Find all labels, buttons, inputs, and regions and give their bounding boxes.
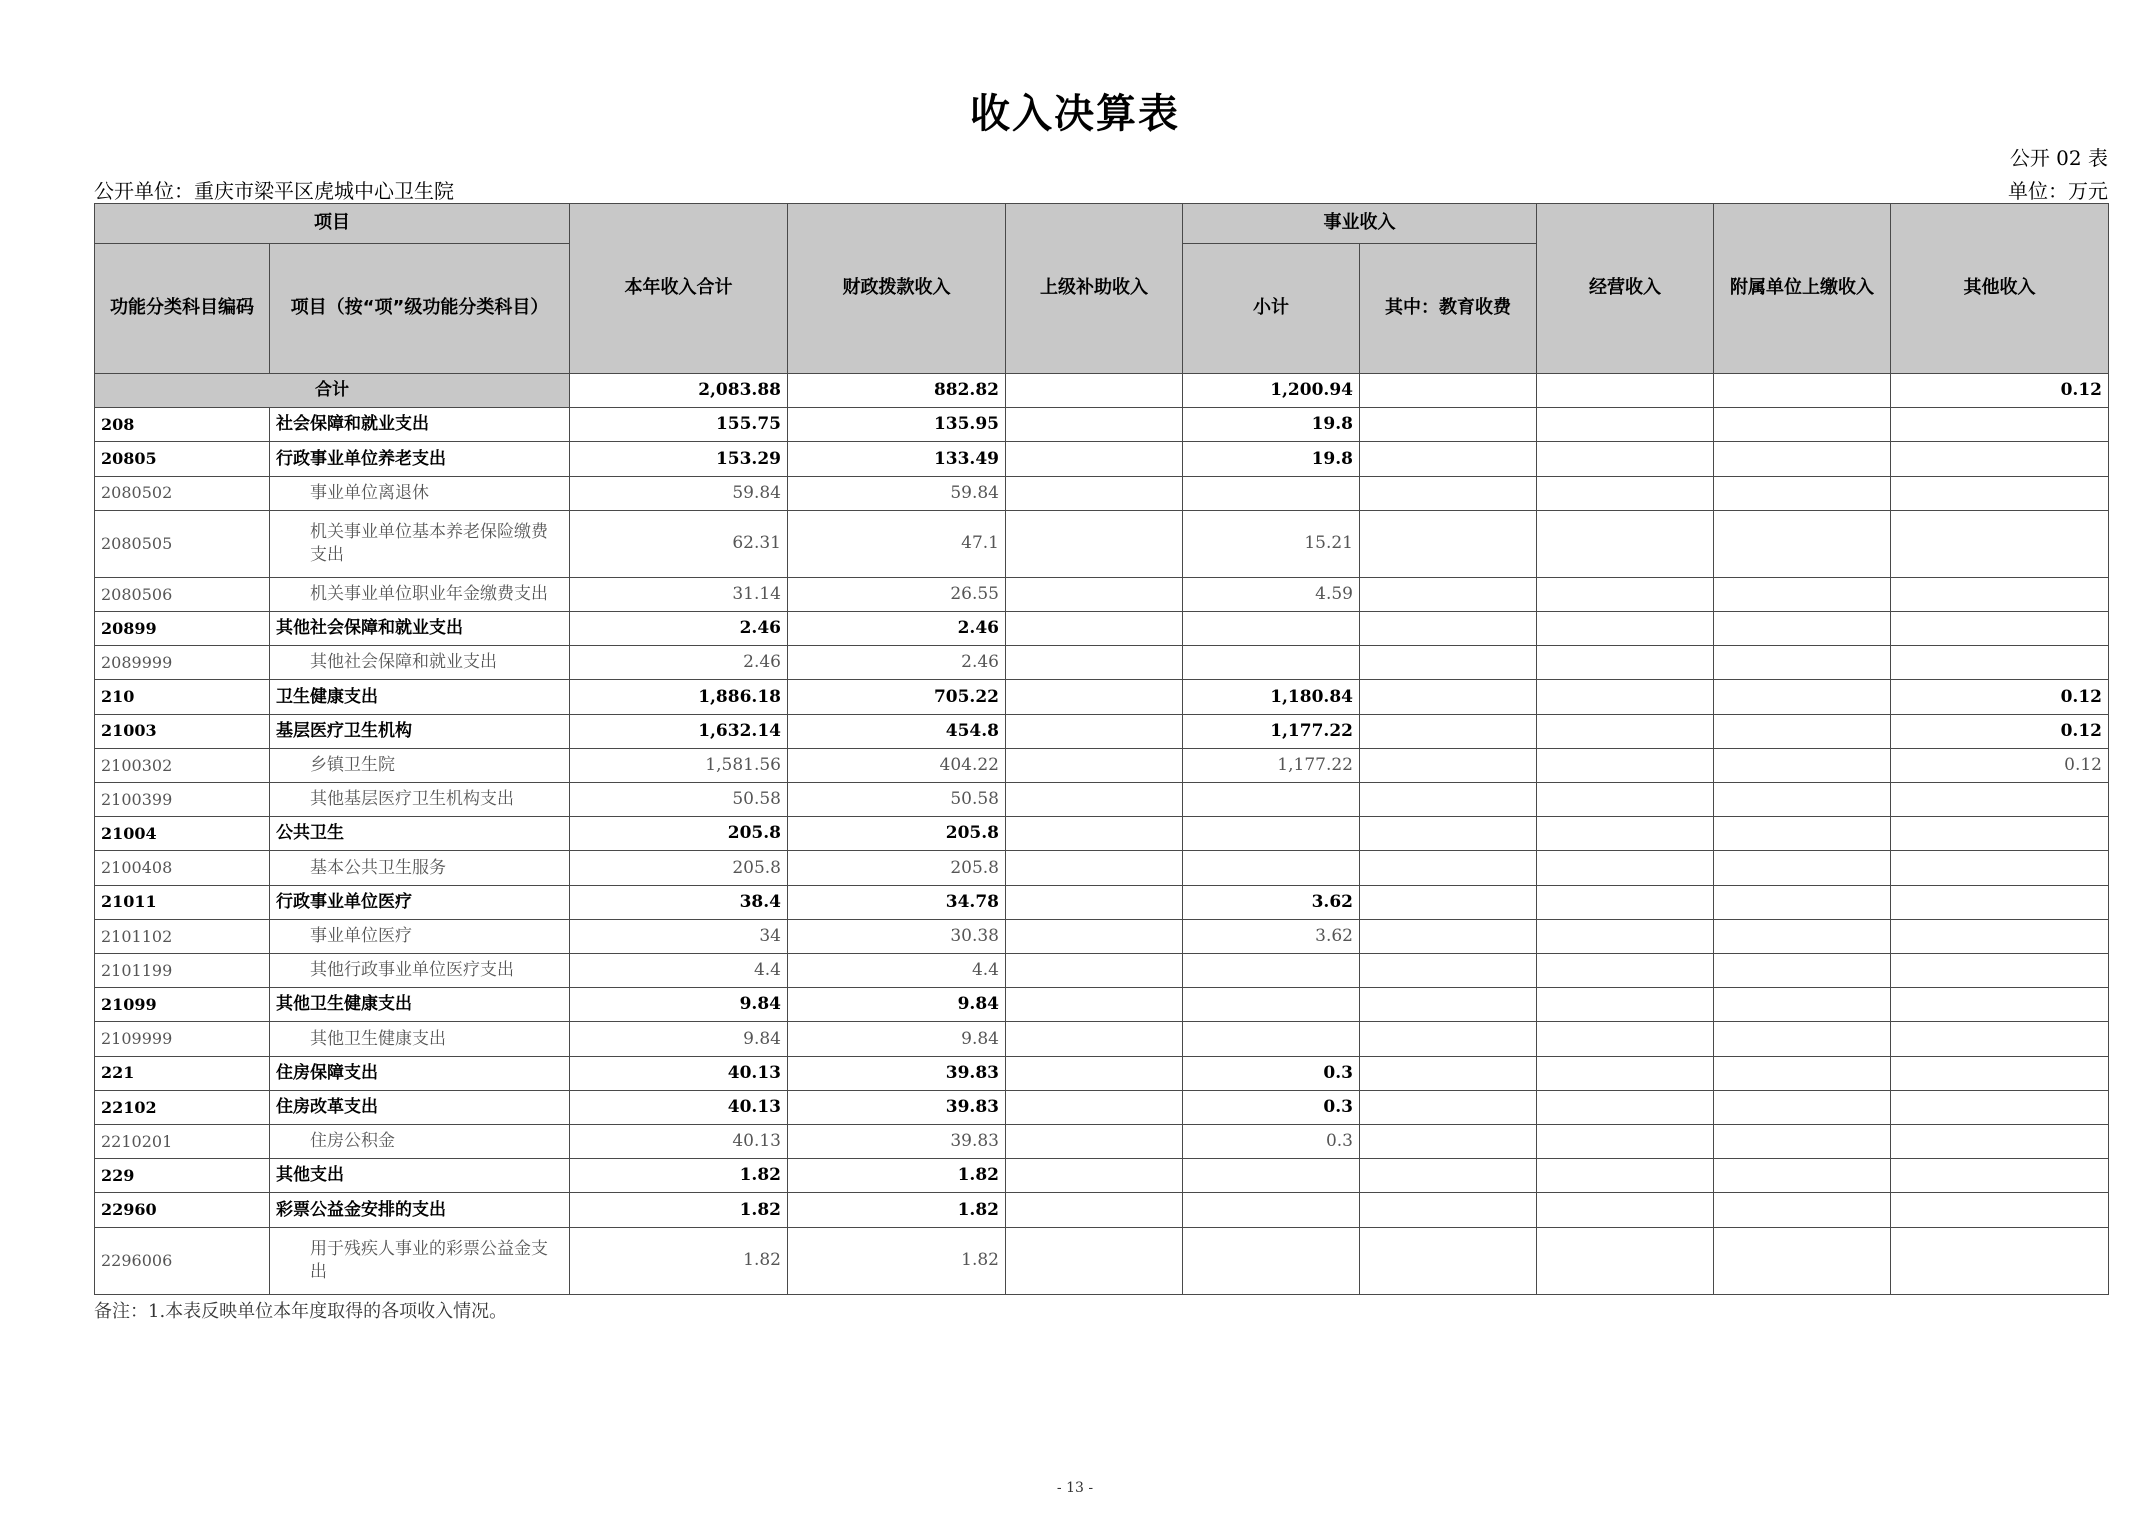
row-total: 1.82 [570,1159,788,1193]
row-other [1891,783,2109,817]
row-affiliated [1714,1090,1891,1124]
row-business [1537,510,1714,577]
row-other [1891,442,2109,476]
row-name: 住房公积金 [270,1125,570,1159]
row-name: 其他社会保障和就业支出 [270,646,570,680]
header-subtotal: 小计 [1183,244,1360,374]
row-business [1537,1193,1714,1227]
row-other [1891,817,2109,851]
row-other [1891,612,2109,646]
row-fiscal: 34.78 [788,885,1006,919]
table-body [95,374,2109,1295]
row-subtotal: 3.62 [1183,919,1360,953]
row-code: 2089999 [95,646,270,680]
row-business [1537,748,1714,782]
row-edu [1360,680,1537,714]
row-business [1537,476,1714,510]
row-fiscal: 1.82 [788,1193,1006,1227]
row-fiscal: 9.84 [788,988,1006,1022]
row-edu [1360,442,1537,476]
row-affiliated [1714,1193,1891,1227]
row-affiliated [1714,783,1891,817]
row-edu [1360,851,1537,885]
row-superior [1006,919,1183,953]
page-number: - 13 - [1056,1480,1094,1496]
row-total: 1.82 [570,1193,788,1227]
table-row [95,1193,2109,1227]
row-edu [1360,577,1537,611]
row-total: 155.75 [570,408,788,442]
row-superior [1006,646,1183,680]
row-total: 1.82 [570,1227,788,1294]
row-edu [1360,1022,1537,1056]
row-business [1537,783,1714,817]
header-superior: 上级补助收入 [1006,204,1183,374]
row-code: 229 [95,1159,270,1193]
row-code: 22102 [95,1090,270,1124]
row-superior [1006,510,1183,577]
row-total: 31.14 [570,577,788,611]
total-affiliated [1714,374,1891,408]
row-subtotal [1183,1159,1360,1193]
row-name: 彩票公益金安排的支出 [270,1193,570,1227]
row-business [1537,442,1714,476]
row-total: 153.29 [570,442,788,476]
row-subtotal: 4.59 [1183,577,1360,611]
row-name: 公共卫生 [270,817,570,851]
total-subtotal: 1,200.94 [1183,374,1360,408]
row-edu [1360,1227,1537,1294]
row-code: 210 [95,680,270,714]
row-superior [1006,1056,1183,1090]
row-superior [1006,408,1183,442]
row-code: 2210201 [95,1125,270,1159]
row-edu [1360,1090,1537,1124]
row-total: 1,886.18 [570,680,788,714]
table-row [95,577,2109,611]
row-superior [1006,748,1183,782]
row-superior [1006,988,1183,1022]
row-total: 38.4 [570,885,788,919]
row-fiscal: 454.8 [788,714,1006,748]
row-code: 221 [95,1056,270,1090]
row-business [1537,408,1714,442]
row-fiscal: 135.95 [788,408,1006,442]
table-row [95,612,2109,646]
header-fiscal: 财政拨款收入 [788,204,1006,374]
row-affiliated [1714,408,1891,442]
table-row [95,1125,2109,1159]
row-superior [1006,1022,1183,1056]
row-other [1891,954,2109,988]
row-code: 2080506 [95,577,270,611]
row-subtotal [1183,476,1360,510]
row-total: 50.58 [570,783,788,817]
total-fiscal: 882.82 [788,374,1006,408]
row-code: 2100408 [95,851,270,885]
row-affiliated [1714,577,1891,611]
row-edu [1360,1056,1537,1090]
row-superior [1006,577,1183,611]
row-business [1537,680,1714,714]
total-other: 0.12 [1891,374,2109,408]
table-row [95,1159,2109,1193]
row-name: 基本公共卫生服务 [270,851,570,885]
row-edu [1360,646,1537,680]
row-total: 59.84 [570,476,788,510]
row-name: 住房保障支出 [270,1056,570,1090]
header-total: 本年收入合计 [570,204,788,374]
row-name: 其他支出 [270,1159,570,1193]
row-affiliated [1714,646,1891,680]
row-total: 2.46 [570,612,788,646]
row-fiscal: 705.22 [788,680,1006,714]
row-subtotal [1183,988,1360,1022]
row-fiscal: 9.84 [788,1022,1006,1056]
row-edu [1360,919,1537,953]
table-row [95,1227,2109,1294]
row-edu [1360,408,1537,442]
header-item-name: 项目（按“项”级功能分类科目） [270,244,570,374]
table-row [95,1022,2109,1056]
row-total: 9.84 [570,1022,788,1056]
row-total: 40.13 [570,1125,788,1159]
row-fiscal: 39.83 [788,1056,1006,1090]
row-affiliated [1714,510,1891,577]
footnote: 备注：1.本表反映单位本年度取得的各项收入情况。 [94,1301,508,1322]
row-code: 2080505 [95,510,270,577]
row-subtotal [1183,1193,1360,1227]
header-career: 事业收入 [1183,204,1537,244]
row-superior [1006,1125,1183,1159]
table-row [95,1056,2109,1090]
row-subtotal: 1,177.22 [1183,714,1360,748]
row-other [1891,885,2109,919]
form-number: 公开 02 表 [2009,146,2108,170]
row-edu [1360,748,1537,782]
row-subtotal [1183,1227,1360,1294]
row-subtotal [1183,646,1360,680]
header-edu: 其中：教育收费 [1360,244,1537,374]
row-affiliated [1714,1056,1891,1090]
row-business [1537,612,1714,646]
row-other [1891,476,2109,510]
row-superior [1006,714,1183,748]
row-other [1891,988,2109,1022]
row-fiscal: 4.4 [788,954,1006,988]
row-fiscal: 1.82 [788,1159,1006,1193]
row-name: 机关事业单位职业年金缴费支出 [270,577,570,611]
row-subtotal: 0.3 [1183,1056,1360,1090]
row-subtotal: 3.62 [1183,885,1360,919]
row-affiliated [1714,442,1891,476]
row-code: 2101102 [95,919,270,953]
row-name: 乡镇卫生院 [270,748,570,782]
total-row [95,374,2109,408]
row-edu [1360,1159,1537,1193]
row-other [1891,510,2109,577]
income-table [94,203,2109,1295]
table-row [95,954,2109,988]
row-code: 21004 [95,817,270,851]
row-fiscal: 47.1 [788,510,1006,577]
table-row [95,510,2109,577]
row-other: 0.12 [1891,714,2109,748]
row-business [1537,1227,1714,1294]
row-total: 62.31 [570,510,788,577]
row-other [1891,646,2109,680]
row-name: 卫生健康支出 [270,680,570,714]
row-name: 行政事业单位医疗 [270,885,570,919]
row-other [1891,1125,2109,1159]
header-business: 经营收入 [1537,204,1714,374]
row-business [1537,817,1714,851]
row-fiscal: 205.8 [788,851,1006,885]
row-subtotal: 19.8 [1183,442,1360,476]
row-name: 基层医疗卫生机构 [270,714,570,748]
row-total: 34 [570,919,788,953]
row-subtotal: 1,177.22 [1183,748,1360,782]
row-edu [1360,817,1537,851]
table-row [95,851,2109,885]
row-fiscal: 404.22 [788,748,1006,782]
row-edu [1360,1193,1537,1227]
row-fiscal: 39.83 [788,1125,1006,1159]
row-edu [1360,510,1537,577]
row-superior [1006,1193,1183,1227]
row-subtotal [1183,817,1360,851]
row-edu [1360,885,1537,919]
row-code: 21003 [95,714,270,748]
row-fiscal: 59.84 [788,476,1006,510]
row-edu [1360,1125,1537,1159]
table-row [95,783,2109,817]
table-row [95,714,2109,748]
table-row [95,476,2109,510]
row-fiscal: 205.8 [788,817,1006,851]
row-superior [1006,885,1183,919]
report-title: 收入决算表 [970,91,1180,137]
header-other: 其他收入 [1891,204,2109,374]
table-row [95,919,2109,953]
row-business [1537,714,1714,748]
table-row [95,748,2109,782]
row-code: 20805 [95,442,270,476]
row-superior [1006,442,1183,476]
row-fiscal: 2.46 [788,612,1006,646]
row-other: 0.12 [1891,748,2109,782]
table-row [95,408,2109,442]
row-other [1891,408,2109,442]
row-code: 2100302 [95,748,270,782]
row-name: 其他卫生健康支出 [270,988,570,1022]
row-total: 4.4 [570,954,788,988]
unit-line [94,175,2108,204]
row-business [1537,1159,1714,1193]
total-business [1537,374,1714,408]
row-superior [1006,817,1183,851]
row-other [1891,851,2109,885]
row-affiliated [1714,817,1891,851]
table-row [95,1090,2109,1124]
row-business [1537,919,1714,953]
row-superior [1006,1159,1183,1193]
row-other [1891,1227,2109,1294]
row-edu [1360,783,1537,817]
total-total: 2,083.88 [570,374,788,408]
row-subtotal [1183,612,1360,646]
row-other [1891,1022,2109,1056]
row-superior [1006,612,1183,646]
row-superior [1006,1090,1183,1124]
row-code: 2109999 [95,1022,270,1056]
row-affiliated [1714,988,1891,1022]
row-code: 21099 [95,988,270,1022]
row-affiliated [1714,748,1891,782]
row-business [1537,954,1714,988]
row-subtotal [1183,1022,1360,1056]
row-total: 40.13 [570,1056,788,1090]
row-superior [1006,476,1183,510]
total-label: 合计 [95,374,570,408]
row-business [1537,885,1714,919]
row-name: 住房改革支出 [270,1090,570,1124]
row-subtotal: 1,180.84 [1183,680,1360,714]
row-fiscal: 26.55 [788,577,1006,611]
row-business [1537,1022,1714,1056]
row-affiliated [1714,954,1891,988]
row-subtotal [1183,954,1360,988]
row-superior [1006,783,1183,817]
row-affiliated [1714,1227,1891,1294]
row-affiliated [1714,476,1891,510]
row-total: 40.13 [570,1090,788,1124]
row-code: 20899 [95,612,270,646]
row-code: 2080502 [95,476,270,510]
row-edu [1360,612,1537,646]
header-affiliated: 附属单位上缴收入 [1714,204,1891,374]
row-business [1537,577,1714,611]
row-subtotal [1183,851,1360,885]
row-total: 205.8 [570,851,788,885]
row-total: 1,632.14 [570,714,788,748]
row-business [1537,851,1714,885]
row-fiscal: 30.38 [788,919,1006,953]
total-superior [1006,374,1183,408]
row-fiscal: 50.58 [788,783,1006,817]
row-fiscal: 2.46 [788,646,1006,680]
row-name: 用于残疾人事业的彩票公益金支出 [270,1227,570,1294]
table-row [95,680,2109,714]
row-name: 机关事业单位基本养老保险缴费支出 [270,510,570,577]
table-row [95,442,2109,476]
row-code: 2296006 [95,1227,270,1294]
table-row [95,988,2109,1022]
row-other: 0.12 [1891,680,2109,714]
row-name: 事业单位离退休 [270,476,570,510]
row-name: 社会保障和就业支出 [270,408,570,442]
row-affiliated [1714,919,1891,953]
row-business [1537,1125,1714,1159]
row-affiliated [1714,680,1891,714]
row-affiliated [1714,1159,1891,1193]
row-code: 2100399 [95,783,270,817]
row-total: 1,581.56 [570,748,788,782]
row-name: 其他基层医疗卫生机构支出 [270,783,570,817]
row-edu [1360,954,1537,988]
row-fiscal: 133.49 [788,442,1006,476]
row-subtotal [1183,783,1360,817]
table-row [95,646,2109,680]
row-code: 2101199 [95,954,270,988]
row-other [1891,1056,2109,1090]
row-code: 21011 [95,885,270,919]
row-other [1891,1159,2109,1193]
row-affiliated [1714,851,1891,885]
row-name: 行政事业单位养老支出 [270,442,570,476]
row-superior [1006,1227,1183,1294]
row-other [1891,919,2109,953]
row-name: 事业单位医疗 [270,919,570,953]
row-other [1891,1090,2109,1124]
row-total: 9.84 [570,988,788,1022]
row-affiliated [1714,885,1891,919]
row-total: 205.8 [570,817,788,851]
reporting-unit: 公开单位：重庆市梁平区虎城中心卫生院 [94,179,454,203]
row-business [1537,1056,1714,1090]
row-edu [1360,476,1537,510]
header-project: 项目 [95,204,570,244]
row-edu [1360,988,1537,1022]
row-business [1537,646,1714,680]
row-code: 208 [95,408,270,442]
row-superior [1006,851,1183,885]
row-total: 2.46 [570,646,788,680]
row-affiliated [1714,612,1891,646]
currency-unit: 单位：万元 [2008,179,2108,203]
row-business [1537,1090,1714,1124]
row-other [1891,577,2109,611]
row-affiliated [1714,714,1891,748]
table-row [95,817,2109,851]
row-name: 其他卫生健康支出 [270,1022,570,1056]
row-subtotal: 19.8 [1183,408,1360,442]
row-affiliated [1714,1125,1891,1159]
row-subtotal: 15.21 [1183,510,1360,577]
row-code: 22960 [95,1193,270,1227]
row-business [1537,988,1714,1022]
row-edu [1360,714,1537,748]
header-func-code: 功能分类科目编码 [95,244,270,374]
row-superior [1006,680,1183,714]
row-other [1891,1193,2109,1227]
row-superior [1006,954,1183,988]
row-fiscal: 1.82 [788,1227,1006,1294]
row-affiliated [1714,1022,1891,1056]
row-subtotal: 0.3 [1183,1125,1360,1159]
row-name: 其他社会保障和就业支出 [270,612,570,646]
table-row [95,885,2109,919]
row-subtotal: 0.3 [1183,1090,1360,1124]
total-edu [1360,374,1537,408]
row-fiscal: 39.83 [788,1090,1006,1124]
row-name: 其他行政事业单位医疗支出 [270,954,570,988]
